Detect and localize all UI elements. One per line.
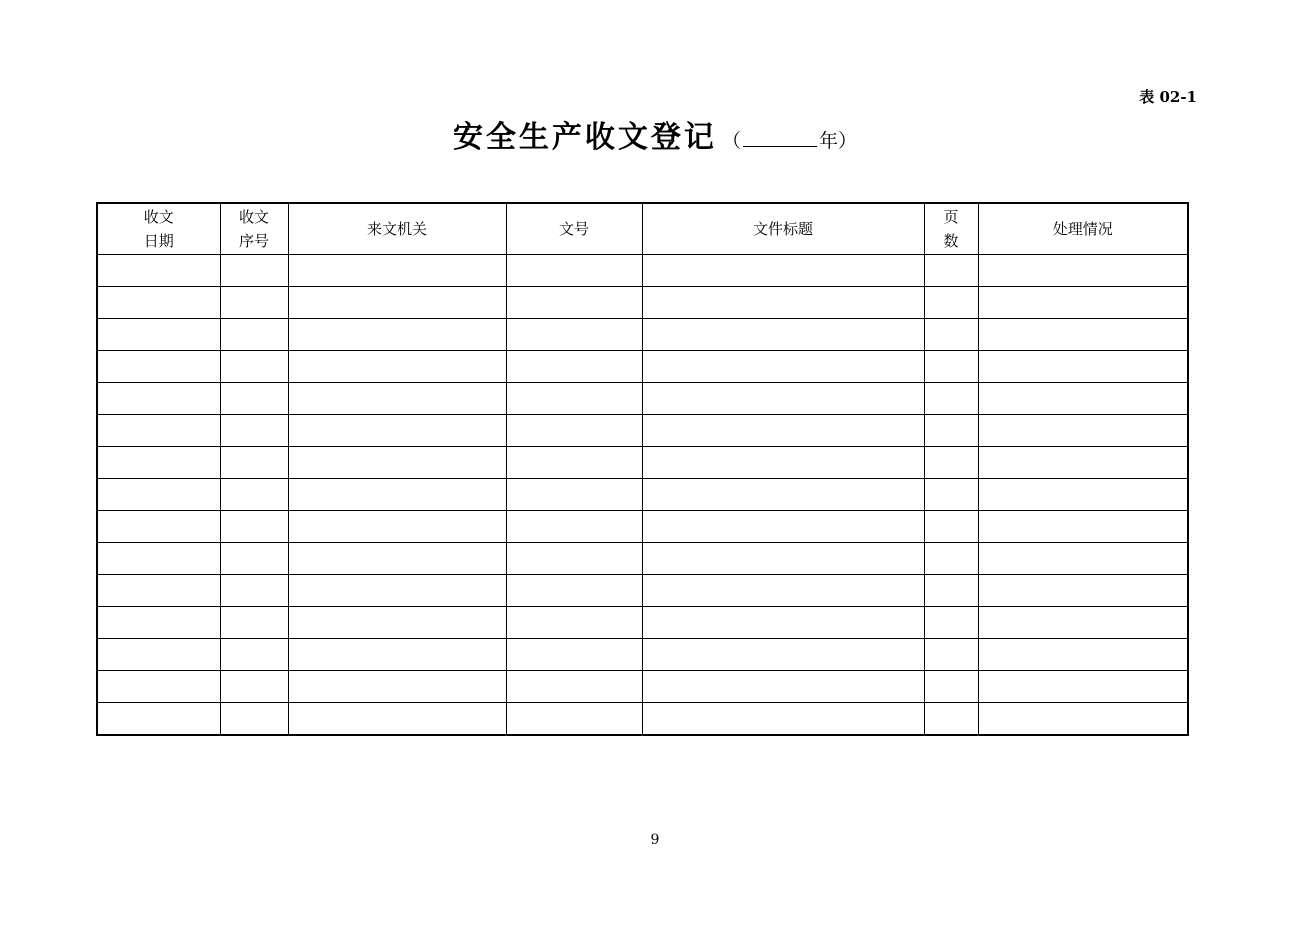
- table-cell[interactable]: [506, 575, 642, 607]
- header-line: 收文: [143, 208, 174, 226]
- table-cell[interactable]: [924, 607, 978, 639]
- header-line: 收文: [238, 208, 269, 226]
- table-cell[interactable]: [288, 607, 506, 639]
- table-cell[interactable]: [506, 607, 642, 639]
- table-cell[interactable]: [288, 287, 506, 319]
- table-cell[interactable]: [506, 639, 642, 671]
- table-row: [97, 543, 1188, 575]
- table-cell[interactable]: [924, 511, 978, 543]
- table-cell[interactable]: [978, 351, 1188, 383]
- header-row: [97, 203, 1188, 255]
- table-cell[interactable]: [506, 255, 642, 287]
- form-code: 表 02-1: [1139, 88, 1197, 106]
- table-cell[interactable]: [642, 575, 924, 607]
- table-cell[interactable]: [642, 479, 924, 511]
- table-cell[interactable]: [642, 511, 924, 543]
- table-cell[interactable]: [97, 607, 220, 639]
- table-cell[interactable]: [642, 447, 924, 479]
- table-cell[interactable]: [642, 543, 924, 575]
- table-row: [97, 255, 1188, 287]
- header-document-title: [642, 203, 924, 255]
- table-row: [97, 447, 1188, 479]
- table-row: [97, 287, 1188, 319]
- table-row: [97, 703, 1188, 736]
- table-row: [97, 607, 1188, 639]
- title-main: 安全生产收文登记: [452, 120, 717, 155]
- table-cell[interactable]: [924, 479, 978, 511]
- table-cell[interactable]: [642, 415, 924, 447]
- header-line: 序号: [238, 232, 269, 250]
- table-cell[interactable]: [97, 447, 220, 479]
- table-cell[interactable]: [642, 703, 924, 736]
- table-cell[interactable]: [978, 703, 1188, 736]
- table-row: [97, 575, 1188, 607]
- table-cell[interactable]: [288, 511, 506, 543]
- header-handling-status: [978, 203, 1188, 255]
- table-cell[interactable]: [97, 255, 220, 287]
- table-cell[interactable]: [97, 671, 220, 703]
- table-cell[interactable]: [220, 447, 288, 479]
- table-cell[interactable]: [506, 287, 642, 319]
- table-cell[interactable]: [978, 383, 1188, 415]
- table-cell[interactable]: [288, 479, 506, 511]
- table-cell[interactable]: [506, 479, 642, 511]
- table-cell[interactable]: [642, 351, 924, 383]
- page-number: 9: [650, 832, 660, 848]
- header-issuing-agency: [288, 203, 506, 255]
- table-cell[interactable]: [978, 543, 1188, 575]
- table-cell[interactable]: [220, 383, 288, 415]
- table-cell[interactable]: [642, 287, 924, 319]
- table-cell[interactable]: [288, 703, 506, 736]
- table-cell[interactable]: [288, 255, 506, 287]
- table-cell[interactable]: [288, 383, 506, 415]
- table-cell[interactable]: [506, 351, 642, 383]
- table-cell[interactable]: [288, 351, 506, 383]
- table-cell[interactable]: [220, 575, 288, 607]
- header-page-count: [924, 203, 978, 255]
- table-cell[interactable]: [924, 543, 978, 575]
- table-cell[interactable]: [220, 287, 288, 319]
- table-cell[interactable]: [978, 607, 1188, 639]
- table-cell[interactable]: [978, 479, 1188, 511]
- table-cell[interactable]: [978, 255, 1188, 287]
- header-line: 文件标题: [752, 220, 813, 238]
- table-row: [97, 671, 1188, 703]
- table-cell[interactable]: [288, 319, 506, 351]
- table-cell[interactable]: [220, 639, 288, 671]
- table-row: [97, 479, 1188, 511]
- table-cell[interactable]: [97, 639, 220, 671]
- table-cell[interactable]: [642, 383, 924, 415]
- table-cell[interactable]: [924, 383, 978, 415]
- table-cell[interactable]: [97, 383, 220, 415]
- page-title: [0, 112, 1310, 156]
- table-cell[interactable]: [978, 447, 1188, 479]
- header-line: 页: [943, 208, 959, 226]
- table-cell[interactable]: [97, 415, 220, 447]
- table-cell[interactable]: [978, 319, 1188, 351]
- table-cell[interactable]: [220, 255, 288, 287]
- header-receive-serial: [220, 203, 288, 255]
- header-document-number: [506, 203, 642, 255]
- header-line: 处理情况: [1052, 220, 1113, 238]
- table-cell[interactable]: [642, 607, 924, 639]
- table-cell[interactable]: [97, 351, 220, 383]
- table-cell[interactable]: [288, 575, 506, 607]
- table-cell[interactable]: [220, 415, 288, 447]
- table-cell[interactable]: [220, 479, 288, 511]
- table-cell[interactable]: [924, 447, 978, 479]
- table-cell[interactable]: [97, 287, 220, 319]
- table-cell[interactable]: [978, 671, 1188, 703]
- table-cell[interactable]: [642, 255, 924, 287]
- table-row: [97, 639, 1188, 671]
- table-cell[interactable]: [288, 639, 506, 671]
- table-cell[interactable]: [220, 511, 288, 543]
- year-blank-line: [743, 130, 817, 147]
- title-year-suffix: 年）: [819, 130, 858, 152]
- table-cell[interactable]: [924, 671, 978, 703]
- table-cell[interactable]: [978, 287, 1188, 319]
- table-row: [97, 383, 1188, 415]
- table-cell[interactable]: [924, 415, 978, 447]
- table-cell[interactable]: [642, 319, 924, 351]
- table-cell[interactable]: [506, 511, 642, 543]
- table-cell[interactable]: [506, 447, 642, 479]
- table-row: [97, 351, 1188, 383]
- table-cell[interactable]: [924, 351, 978, 383]
- table-cell[interactable]: [288, 447, 506, 479]
- table-cell[interactable]: [506, 671, 642, 703]
- table-row: [97, 415, 1188, 447]
- table-cell[interactable]: [924, 287, 978, 319]
- table-cell[interactable]: [506, 415, 642, 447]
- table-row: [97, 511, 1188, 543]
- table-cell[interactable]: [220, 351, 288, 383]
- table-row: [97, 319, 1188, 351]
- table-cell[interactable]: [288, 671, 506, 703]
- table-cell[interactable]: [220, 703, 288, 736]
- table-cell[interactable]: [924, 703, 978, 736]
- title-year-group: [722, 130, 857, 152]
- table-cell[interactable]: [506, 703, 642, 736]
- header-line: 文号: [558, 220, 589, 238]
- table-cell[interactable]: [924, 639, 978, 671]
- table-cell[interactable]: [220, 671, 288, 703]
- table-cell[interactable]: [978, 575, 1188, 607]
- table-cell[interactable]: [642, 639, 924, 671]
- table-cell[interactable]: [220, 543, 288, 575]
- table-cell[interactable]: [97, 543, 220, 575]
- table-cell[interactable]: [220, 319, 288, 351]
- table-cell[interactable]: [924, 575, 978, 607]
- header-receive-date: [97, 203, 220, 255]
- table-cell[interactable]: [97, 479, 220, 511]
- table-cell[interactable]: [924, 319, 978, 351]
- table-cell[interactable]: [506, 319, 642, 351]
- header-line: 数: [943, 232, 959, 250]
- header-line: 来文机关: [366, 220, 427, 238]
- table-cell[interactable]: [506, 543, 642, 575]
- table-cell[interactable]: [97, 703, 220, 736]
- table-cell[interactable]: [642, 671, 924, 703]
- register-table: [96, 202, 1189, 736]
- table-cell[interactable]: [288, 415, 506, 447]
- register-body: [97, 255, 1188, 736]
- header-line: 日期: [143, 232, 174, 250]
- table-cell[interactable]: [978, 639, 1188, 671]
- table-cell[interactable]: [97, 575, 220, 607]
- table-cell[interactable]: [288, 543, 506, 575]
- table-cell[interactable]: [220, 607, 288, 639]
- table-cell[interactable]: [506, 383, 642, 415]
- table-cell[interactable]: [924, 255, 978, 287]
- table-cell[interactable]: [97, 511, 220, 543]
- table-cell[interactable]: [978, 511, 1188, 543]
- table-cell[interactable]: [97, 319, 220, 351]
- title-open-paren: （: [722, 130, 742, 152]
- table-cell[interactable]: [978, 415, 1188, 447]
